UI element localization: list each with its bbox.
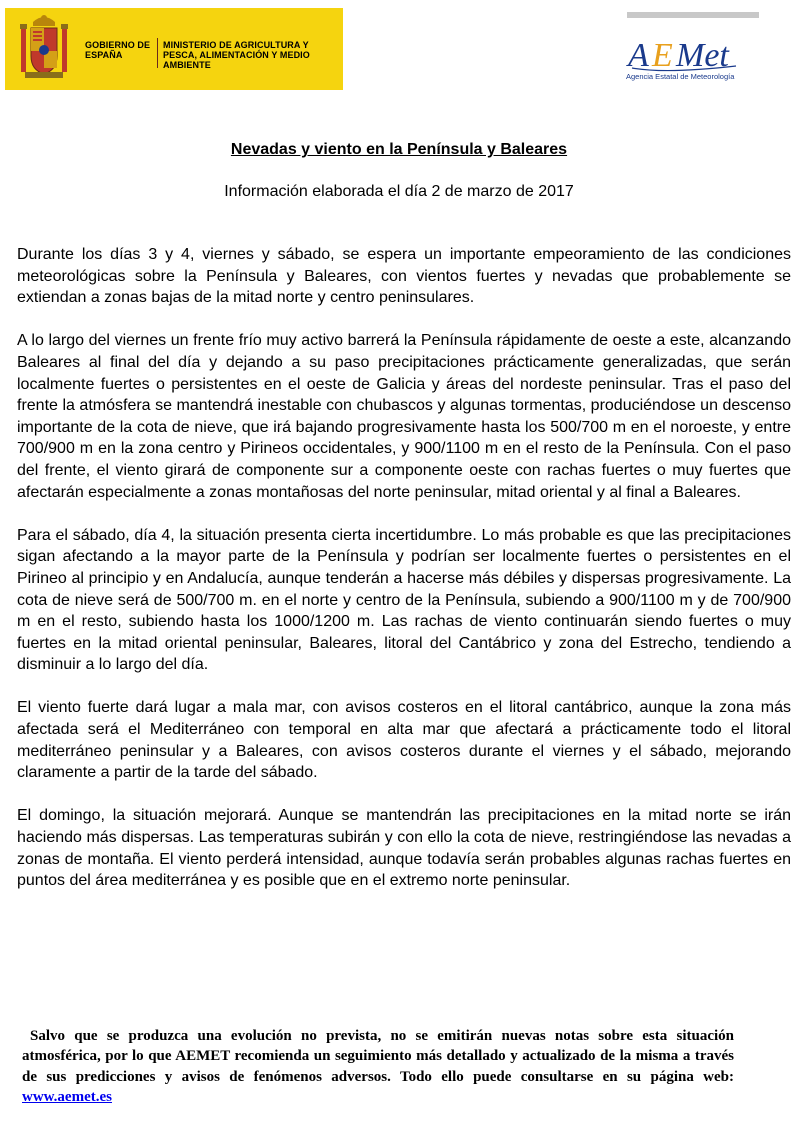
- svg-text:E: E: [652, 37, 673, 74]
- svg-text:Met: Met: [676, 37, 729, 74]
- gobierno-label: GOBIERNO DE ESPAÑA: [85, 40, 151, 60]
- paragraph: Para el sábado, día 4, la situación presenta cierta incertidumbre. Lo más probable es que las precipitaciones sigan afectando a la mayor parte de la Península y podrían ser localmente fuertes o persistentes en el Pirineo al principio y en Andalucía, aunque tenderán a hacerse más débiles y dispersas progresivamente. La cota de nieve será de 500/700 m. en el norte y centro de la Península, subiendo a 900/1100 m y de 700/900 m en el resto, subiendo hasta los 1000/1200 m. Las rachas de viento continuarán siendo fuertes o muy fuertes en la mitad oriental peninsular, Baleares, litoral del Cantábrico y zona del Estrecho, tendiendo a disminuir a lo largo del día.: [17, 526, 791, 674]
- footer-text: Salvo que se produzca una evolución no prevista, no se emitirán nuevas notas sobre esta situación atmosférica, por lo que AEMET recomienda un seguimiento más detallado y actualizado de la misma a través de sus predicciones y avisos de fenómenos adversos. Todo ello puede consultarse en su página web:: [22, 1028, 734, 1085]
- paragraph: El viento fuerte dará lugar a mala mar, con avisos costeros en el litoral cantábrico, aunque la zona más afectada será el Mediterráneo con temporal en alta mar que afectará a prácticamente todo el litoral mediterráneo peninsular y a Baleares, con avisos costeros durante el viernes y el sábado, mejorando claramente a partir de la tarde del sábado.: [17, 699, 791, 782]
- document-body: [17, 244, 791, 913]
- aemet-website-link[interactable]: www.aemet.es: [22, 1089, 112, 1106]
- paragraph: El domingo, la situación mejorará. Aunque se mantendrán las precipitaciones en la mitad norte se irán haciendo más dispersas. Las temperaturas subirán y con ello la cota de nieve, restringiéndose las nevadas a zonas de montaña. El viento perderá intensidad, aunque todavía serán probables algunas rachas fuertes en puntos del área mediterránea y es posible que en el extremo norte peninsular.: [17, 807, 791, 890]
- government-header-band: [5, 8, 343, 90]
- footer-note: [22, 1026, 734, 1108]
- paragraph: Durante los días 3 y 4, viernes y sábado, se espera un importante empeoramiento de las condiciones meteorológicas sobre la Península y Baleares, con vientos fuertes y nevadas que probablemente se extiendan a zonas bajas de la mitad norte y centro peninsulares.: [17, 246, 791, 307]
- ministerio-label: MINISTERIO DE AGRICULTURA Y PESCA, ALIMENTACIÓN Y MEDIO AMBIENTE: [163, 40, 310, 70]
- paragraph: A lo largo del viernes un frente frío muy activo barrerá la Península rápidamente de oeste a este, alcanzando Baleares al final del día y dejando a su paso precipitaciones prácticamente generalizadas, que serán localmente fuertes o persistentes en el oeste de Galicia y áreas del nordeste peninsular. Tras el paso del frente la atmósfera se mantendrá inestable con chubascos y algunas tormentas, produciéndose un descenso importante de la cota de nieve, que irá bajando progresivamente hasta los 500/700 m en el noroeste, y entre 700/900 m en la zona centro y Pirineos occidentales, y 900/1100 m en el resto de la Península. Con el paso del frente, el viento girará de componente sur a componente oeste con rachas fuertes o muy fuertes que afectarán especialmente a zonas montañosas del norte peninsular, mitad oriental y al final a Baleares.: [17, 332, 791, 501]
- document-title: Nevadas y viento en la Península y Baleares: [230, 141, 568, 158]
- svg-text:A: A: [628, 37, 649, 74]
- document-date: Información elaborada el día 2 de marzo de 2017: [224, 183, 574, 200]
- header-divider: [157, 38, 158, 68]
- aemet-subtitle: Agencia Estatal de Meteorología: [626, 72, 735, 81]
- spain-coat-of-arms-icon: [19, 14, 69, 84]
- aemet-top-bar: [627, 12, 759, 18]
